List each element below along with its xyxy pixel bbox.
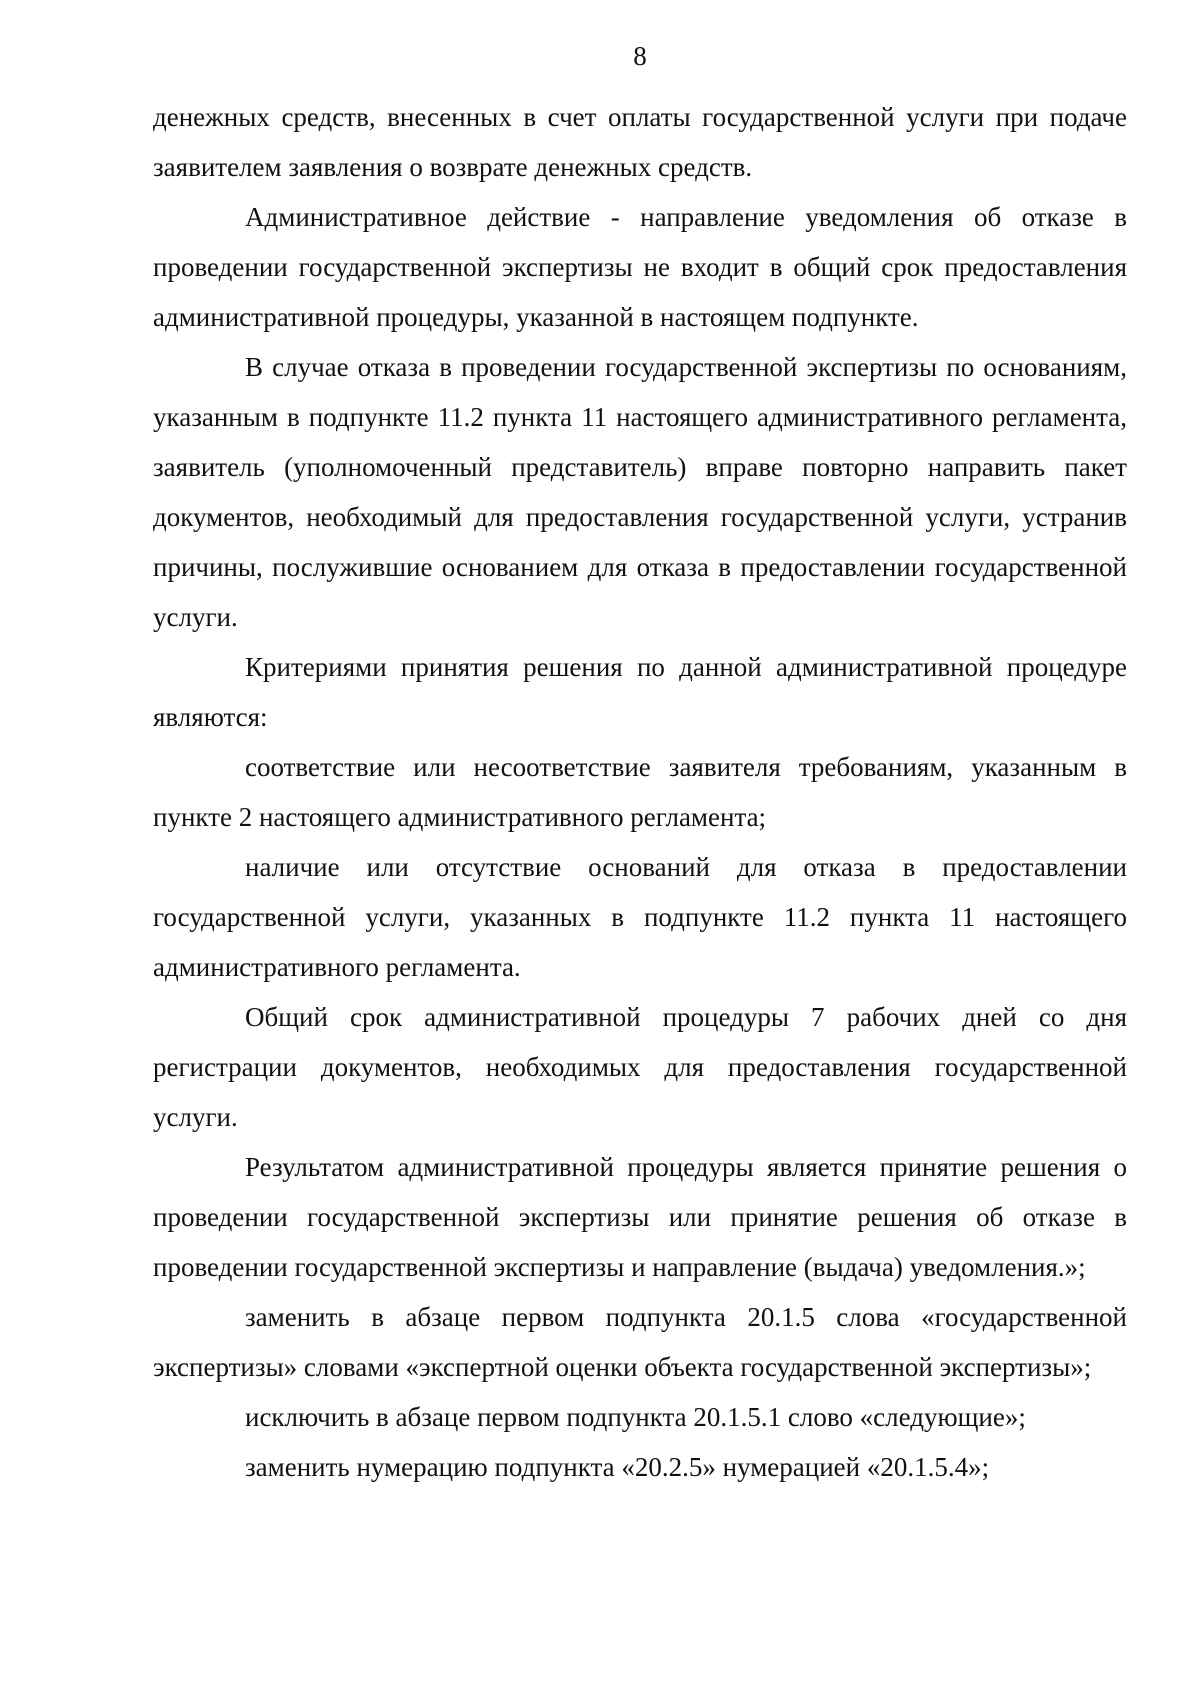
paragraph-1: денежных средств, внесенных в счет оплаты государственной услуги при подаче заявителем заявления о возврате денежных средств.: [153, 102, 1127, 182]
paragraph-3: В случае отказа в проведении государственной экспертизы по основаниям, указанным в подпункте 11.2 пункта 11 настоящего административного регламента, заявитель (уполномоченный представитель) вправе повторно направить пакет документов, необходимый для предоставления государственной услуги, устранив причины, послужившие основанием для отказа в предоставлении государственной услуги.: [153, 352, 1127, 632]
document-body: [153, 92, 1127, 1492]
page-number: 8: [633, 41, 647, 71]
paragraph-11: заменить нумерацию подпункта «20.2.5» нумерацией «20.1.5.4»;: [245, 1452, 990, 1482]
paragraph-9: заменить в абзаце первом подпункта 20.1.5 слова «государственной экспертизы» словами «экспертной оценки объекта государственной экспертизы»;: [153, 1302, 1127, 1382]
paragraph-4: Критериями принятия решения по данной административной процедуре являются:: [153, 652, 1127, 732]
paragraph-2: Административное действие - направление уведомления об отказе в проведении государственной экспертизы не входит в общий срок предоставления административной процедуры, указанной в настоящем подпункте.: [153, 202, 1127, 332]
paragraph-7: Общий срок административной процедуры 7 рабочих дней со дня регистрации документов, необходимых для предоставления государственной услуги.: [153, 1002, 1127, 1132]
paragraph-6: наличие или отсутствие оснований для отказа в предоставлении государственной услуги, указанных в подпункте 11.2 пункта 11 настоящего административного регламента.: [153, 852, 1127, 982]
paragraph-8: Результатом административной процедуры является принятие решения о проведении государственной экспертизы или принятие решения об отказе в проведении государственной экспертизы и направление (выдача) уведомления.»;: [153, 1152, 1127, 1282]
paragraph-5: соответствие или несоответствие заявителя требованиям, указанным в пункте 2 настоящего административного регламента;: [153, 752, 1127, 832]
paragraph-10: исключить в абзаце первом подпункта 20.1.5.1 слово «следующие»;: [245, 1402, 1026, 1432]
